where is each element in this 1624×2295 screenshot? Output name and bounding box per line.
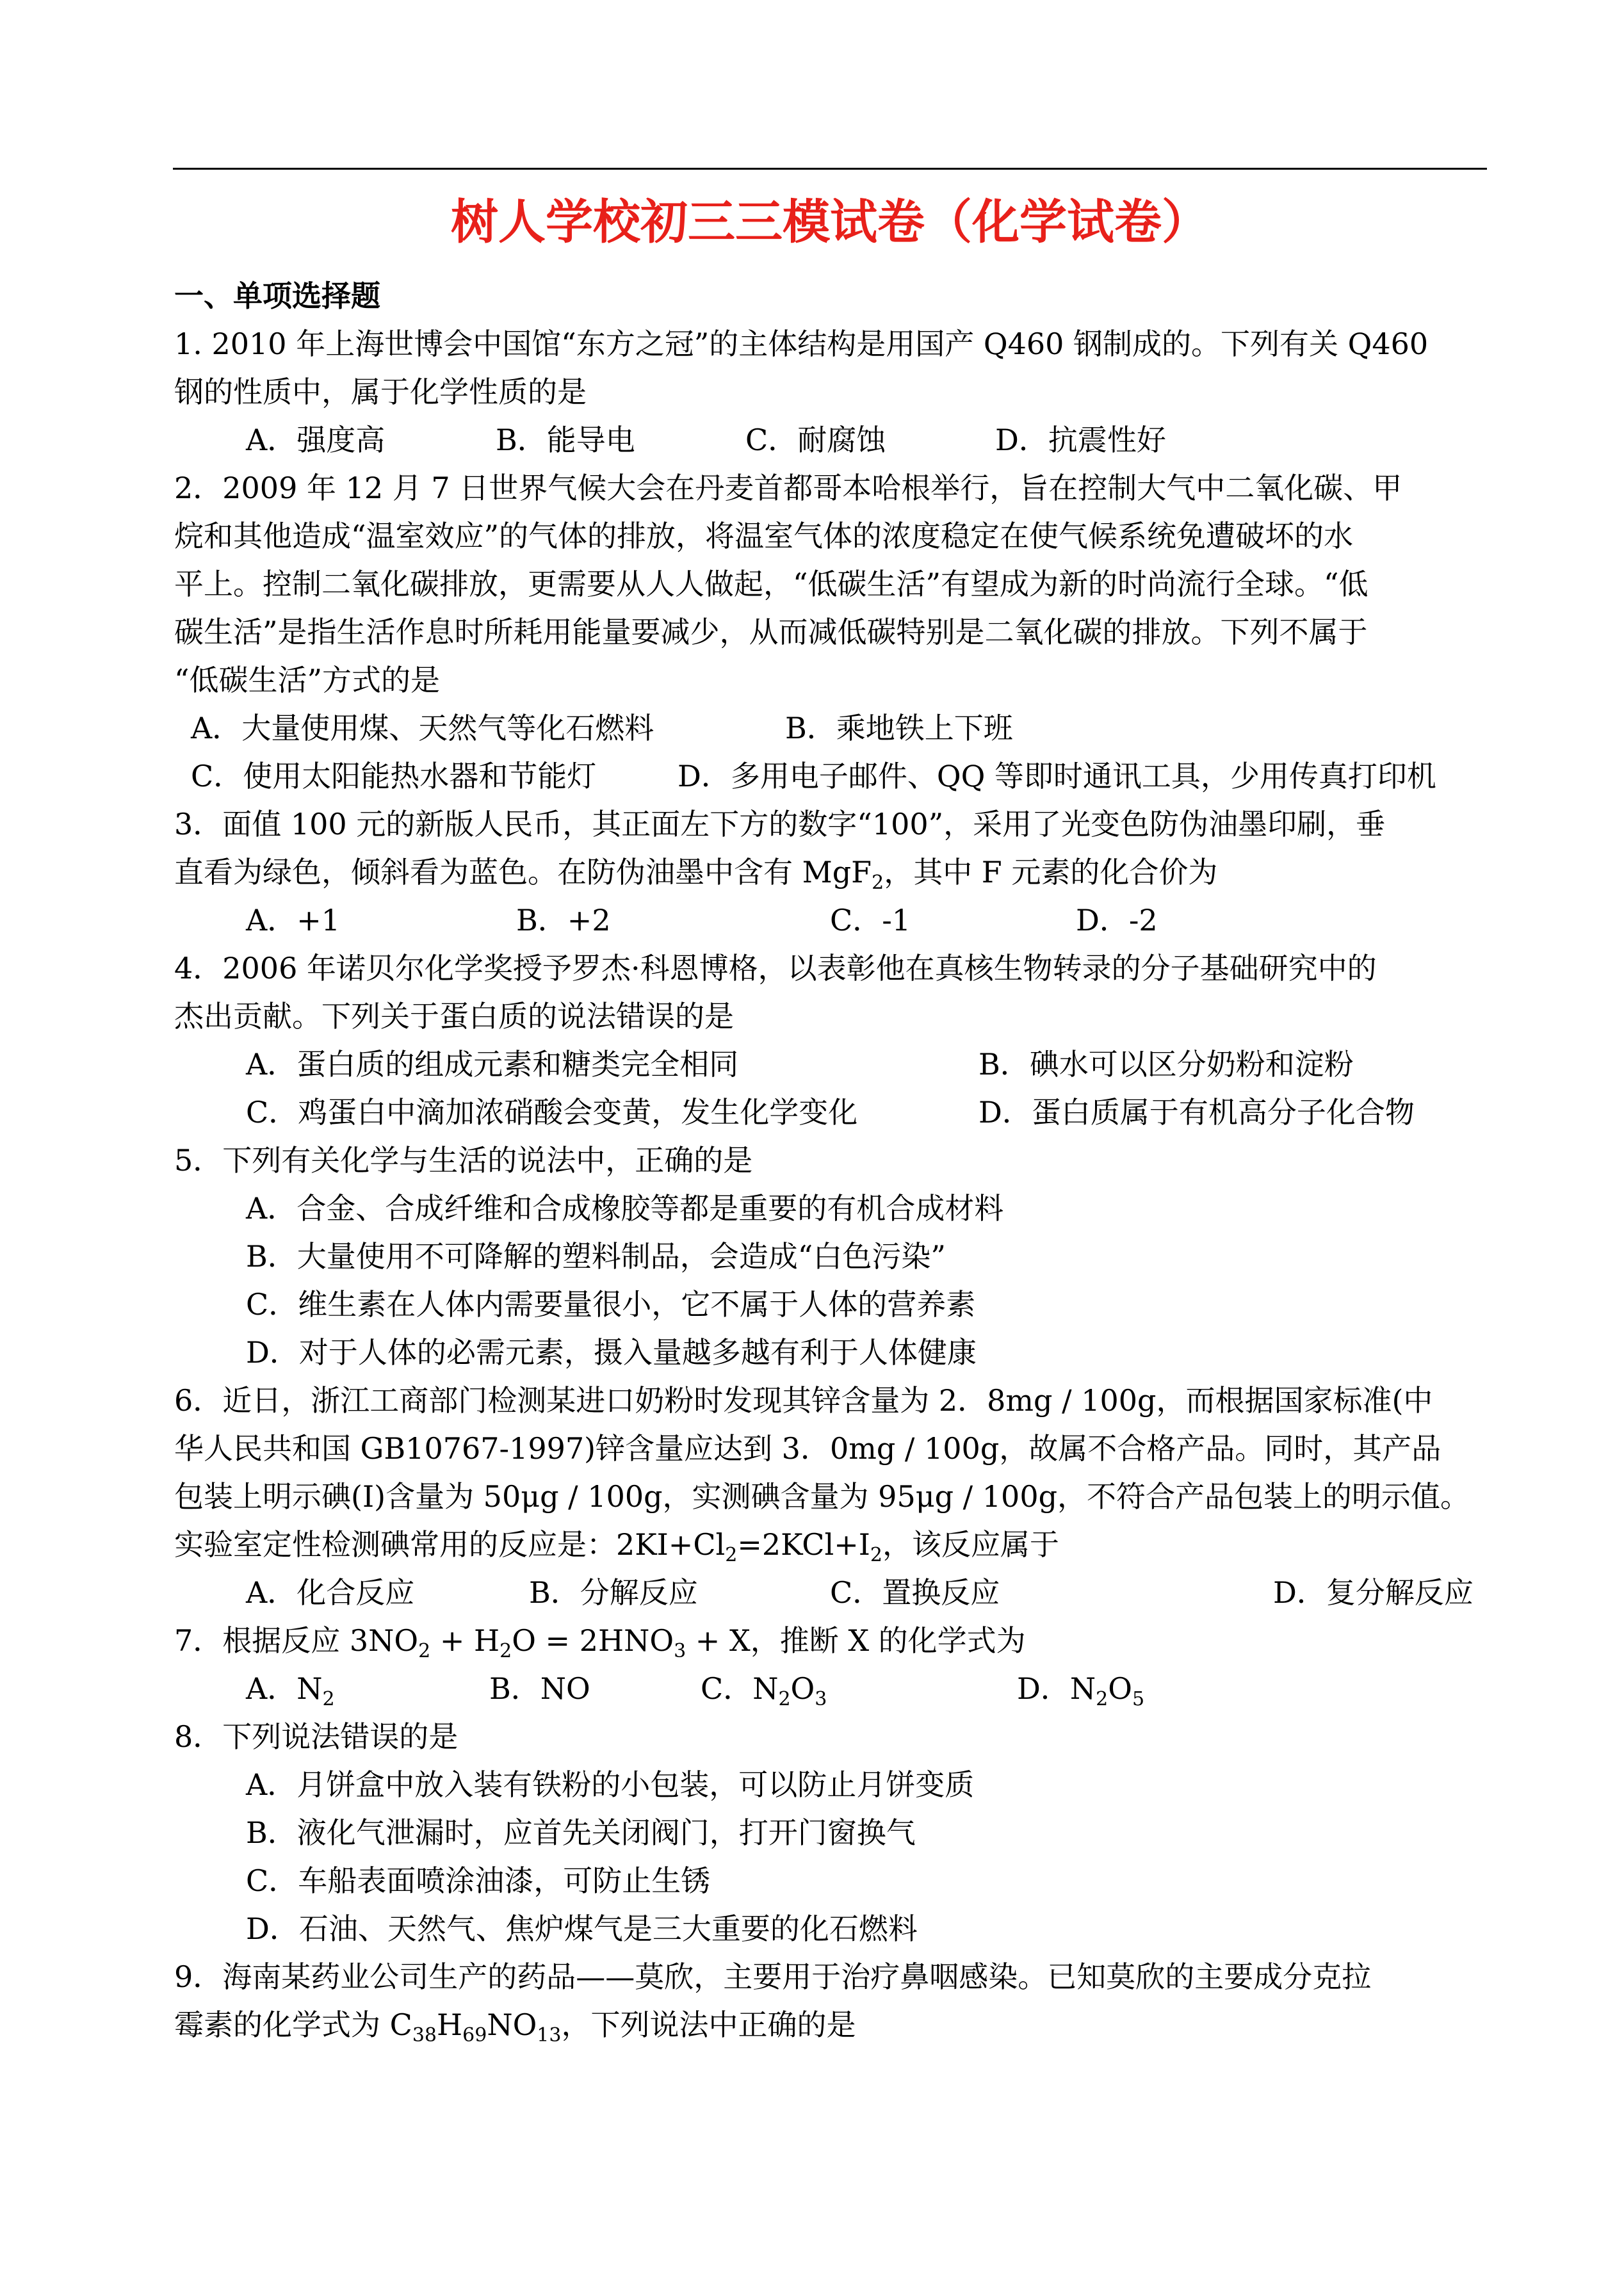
q4-option-d: D．蛋白质属于有机高分子化合物 [978, 1095, 1415, 1130]
q7-option-d-sub-2: 5 [1132, 1688, 1145, 1710]
q6-line-2: 华人民共和国 GB10767-1997)锌含量应达到 3．0mg / 100g，故属不合格产品。同时，其产品 [174, 1431, 1441, 1466]
q4-option-b: B．碘水可以区分奶粉和淀粉 [978, 1047, 1354, 1082]
q8-option-d: D．石油、天然气、焦炉煤气是三大重要的化石燃料 [246, 1911, 918, 1946]
q3-line-2 [174, 848, 1493, 896]
q7-option-c-text-2: O [790, 1671, 815, 1706]
q6-option-d: D．复分解反应 [1273, 1575, 1474, 1610]
q3-line-2-text: 直看为绿色，倾斜看为蓝色。在防伪油墨中含有 MgF [174, 855, 872, 889]
q2-line-5: “低碳生活”方式的是 [174, 663, 441, 697]
q6-equation-line [174, 1521, 1493, 1569]
q6-eq-part-2: =2KCl+I [737, 1527, 870, 1562]
q9-line-2 [174, 2001, 1493, 2049]
q2-line-3: 平上。控制二氧化碳排放，更需要从人人做起，“低碳生活”有望成为新的时尚流行全球。“低 [174, 567, 1368, 601]
q4-option-c: C．鸡蛋白中滴加浓硝酸会变黄，发生化学变化 [246, 1095, 858, 1130]
q9-sub-1: 38 [412, 2024, 437, 2047]
q7-option-a-sub: 2 [322, 1688, 335, 1710]
q5-option-b: B．大量使用不可降解的塑料制品，会造成“白色污染” [246, 1239, 946, 1274]
q5-text: 5．下列有关化学与生活的说法中，正确的是 [174, 1143, 753, 1178]
q3-options [174, 896, 1493, 945]
q2-line-2: 烷和其他造成“温室效应”的气体的排放，将温室气体的浓度稳定在使气候系统免遭破坏的水 [174, 519, 1354, 553]
header-rule [173, 168, 1487, 170]
q6-eq-part-1: 实验室定性检测碘常用的反应是：2KI+Cl [174, 1527, 726, 1562]
q6-eq-sub-1: 2 [725, 1544, 738, 1566]
q1-option-b: B．能导电 [496, 423, 635, 457]
q6-options [174, 1569, 1493, 1617]
q3-option-b: B．+2 [516, 903, 611, 937]
q7-option-c-sub-2: 3 [815, 1688, 827, 1710]
q8-text: 8．下列说法错误的是 [174, 1719, 459, 1754]
q2-line-4: 碳生活”是指生活作息时所耗用能量要减少，从而减低碳特别是二氧化碳的排放。下列不属于 [174, 615, 1368, 649]
q7-option-c-text: C．N [701, 1671, 779, 1706]
q7-part-1: 7．根据反应 3NO [174, 1623, 419, 1658]
q6-eq-part-3: ，该反应属于 [882, 1527, 1060, 1562]
q2-option-b: B．乘地铁上下班 [785, 711, 1013, 745]
q5-option-c: C．维生素在人体内需要量很小，它不属于人体的营养素 [246, 1287, 976, 1322]
q4-option-a: A．蛋白质的组成元素和糖类完全相同 [246, 1047, 739, 1082]
q6-line-3: 包装上明示碘(I)含量为 50μg / 100g，实测碘含量为 95μg / 100g，不符合产品包装上的明示值。 [174, 1479, 1470, 1514]
q9-sub-3: 13 [537, 2024, 562, 2047]
q2-options-row-2 [174, 752, 1493, 800]
q3-subscript: 2 [872, 872, 884, 894]
q7-part-2: + H [430, 1623, 500, 1658]
q1-text: 1. 2010 年上海世博会中国馆“东方之冠”的主体结构是用国产 Q460 钢制成的。下列有关 Q460 [174, 327, 1429, 361]
q6-eq-sub-2: 2 [870, 1544, 883, 1566]
q7-sub-2: 2 [499, 1640, 512, 1662]
q7-option-c [701, 1665, 1017, 1713]
q7-sub-3: 3 [674, 1640, 686, 1662]
q6-line-1: 6．近日，浙江工商部门检测某进口奶粉时发现其锌含量为 2．8mg / 100g，而根据国家标准(中 [174, 1383, 1433, 1418]
q2-option-d: D．多用电子邮件、QQ 等即时通讯工具，少用传真打印机 [678, 759, 1436, 793]
q3-option-c: C．-1 [830, 903, 911, 937]
q7-option-d-text-2: O [1108, 1671, 1132, 1706]
q7-option-b: B．NO [489, 1671, 590, 1706]
q9-sub-2: 69 [462, 2024, 487, 2047]
q7-part-3: O = 2HNO [512, 1623, 674, 1658]
q4-line-2: 杰出贡献。下列关于蛋白质的说法错误的是 [174, 999, 734, 1034]
q6-option-c: C．置换反应 [830, 1575, 1000, 1610]
q7-option-a [246, 1665, 489, 1713]
q8-option-c: C．车船表面喷涂油漆，可防止生锈 [246, 1863, 711, 1898]
q7-option-d-text: D．N [1017, 1671, 1096, 1706]
q3-option-a: A．+1 [246, 903, 341, 937]
q5-option-a: A．合金、合成纤维和合成橡胶等都是重要的有机合成材料 [246, 1191, 1004, 1226]
q3-line-2-tail: ，其中 F 元素的化合价为 [884, 855, 1218, 889]
q1-options [174, 416, 1493, 464]
q2-line-1: 2．2009 年 12 月 7 日世界气候大会在丹麦首都哥本哈根举行，旨在控制大气中二氧化碳、甲 [174, 471, 1402, 505]
q1-option-a: A．强度高 [246, 423, 386, 457]
q9-formula-part-3: NO [487, 2007, 537, 2042]
q4-options-row-2 [174, 1089, 1493, 1137]
q9-formula-part-4: ，下列说法中正确的是 [561, 2007, 856, 2042]
q9-formula-part-2: H [437, 2007, 463, 2042]
q1-option-d: D．抗震性好 [995, 423, 1166, 457]
q8-option-a: A．月饼盒中放入装有铁粉的小包装，可以防止月饼变质 [246, 1767, 975, 1802]
q1-option-c: C．耐腐蚀 [745, 423, 886, 457]
section-heading: 一、单项选择题 [174, 279, 380, 313]
q7-option-d [1017, 1665, 1144, 1713]
q7-part-4: + X，推断 X 的化学式为 [686, 1623, 1026, 1658]
exam-content [174, 272, 1493, 2049]
q7-sub-1: 2 [418, 1640, 431, 1662]
q6-option-b: B．分解反应 [529, 1575, 698, 1610]
q9-formula-part-1: 霉素的化学式为 C [174, 2007, 412, 2042]
q6-option-a: A．化合反应 [246, 1575, 415, 1610]
q7-options [174, 1665, 1493, 1713]
q5-option-d: D．对于人体的必需元素，摄入量越多越有利于人体健康 [246, 1335, 977, 1370]
q7-option-c-sub-1: 2 [778, 1688, 791, 1710]
q1-text-2: 钢的性质中，属于化学性质的是 [174, 375, 587, 409]
q8-option-b: B．液化气泄漏时，应首先关闭阀门，打开门窗换气 [246, 1815, 916, 1850]
q2-option-c: C．使用太阳能热水器和节能灯 [191, 759, 597, 793]
q4-options-row-1 [174, 1041, 1493, 1089]
q7-text [174, 1617, 1493, 1665]
q3-option-d: D．-2 [1076, 903, 1158, 937]
q2-option-a: A．大量使用煤、天然气等化石燃料 [191, 711, 654, 745]
q4-line-1: 4．2006 年诺贝尔化学奖授予罗杰·科恩博格，以表彰他在真核生物转录的分子基础研究中的 [174, 951, 1377, 985]
exam-title: 树人学校初三三模试卷（化学试卷） [451, 195, 1209, 250]
q9-line-1: 9．海南某药业公司生产的药品——莫欣，主要用于治疗鼻咽感染。已知莫欣的主要成分克拉 [174, 1959, 1372, 1994]
q2-options-row-1 [174, 704, 1493, 752]
q7-option-a-text: A．N [246, 1671, 323, 1706]
q3-line-1: 3．面值 100 元的新版人民币，其正面左下方的数字“100”，采用了光变色防伪油墨印刷，垂 [174, 807, 1386, 841]
q7-option-d-sub-1: 2 [1096, 1688, 1108, 1710]
